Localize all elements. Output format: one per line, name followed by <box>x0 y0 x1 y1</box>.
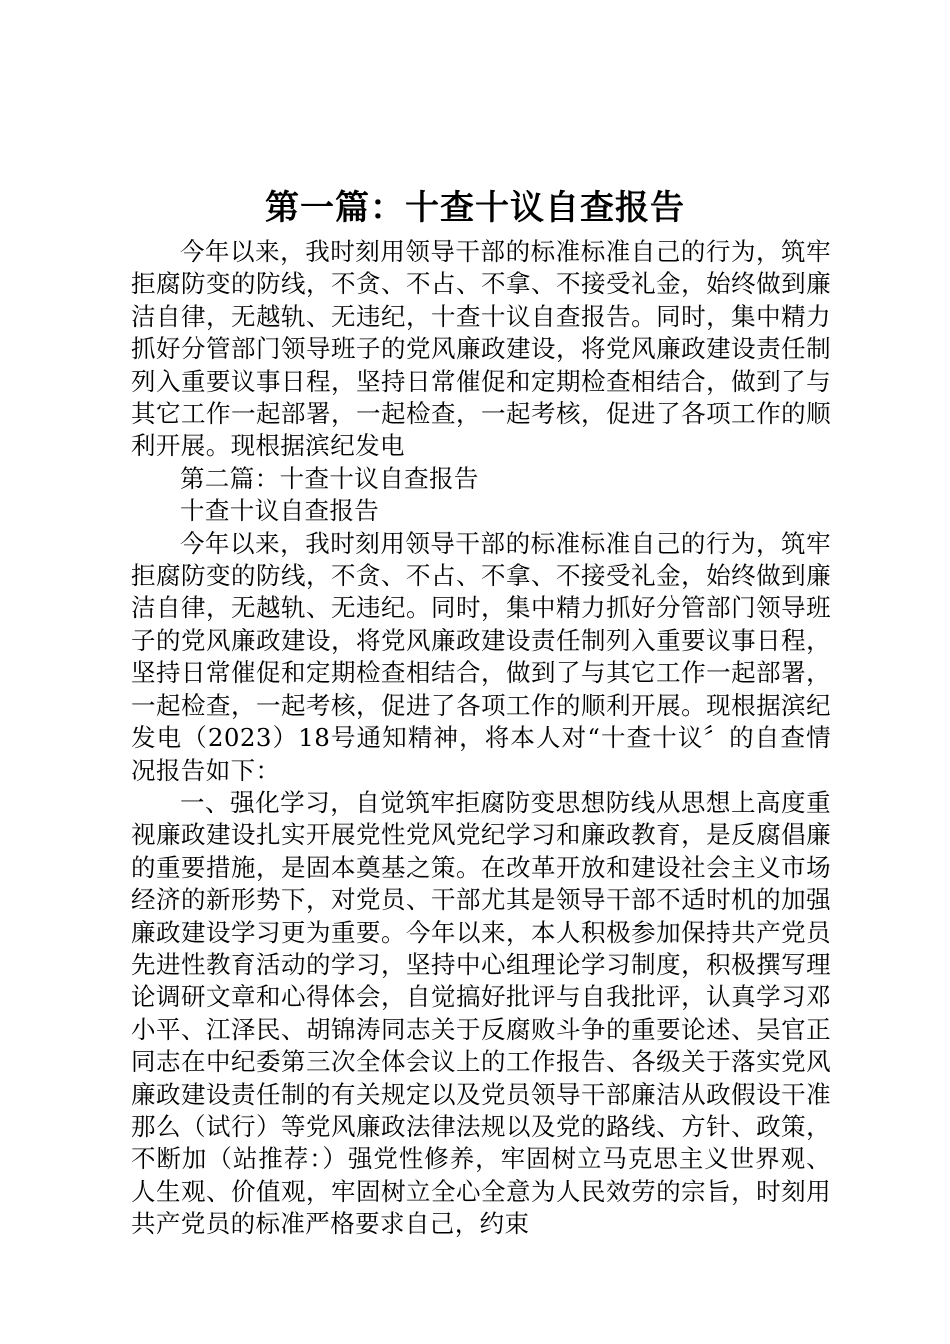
document-title: 第一篇：十查十议自查报告 <box>265 188 685 228</box>
document-body <box>131 236 831 1241</box>
paragraph-report-intro: 今年以来，我时刻用领导干部的标准标准自己的行为，筑牢拒腐防变的防线，不贪、不占、不拿、不接受礼金，始终做到廉洁自律，无越轨、无违纪。同时，集中精力抓好分管部门领导班子的党风廉政建设，将党风廉政建设责任制列入重要议事日程，坚持日常催促和定期检查相结合，做到了与其它工作一起部署，一起检查，一起考核，促进了各项工作的顺利开展。现根据滨纪发电（2023）18号通知精神，将本人对“十查十议〞的自查情况报告如下： <box>131 528 831 785</box>
paragraph-intro: 今年以来，我时刻用领导干部的标准标准自己的行为，筑牢拒腐防变的防线，不贪、不占、不拿、不接受礼金，始终做到廉洁自律，无越轨、无违纪，十查十议自查报告。同时，集中精力抓好分管部门领导班子的党风廉政建设，将党风廉政建设责任制列入重要议事日程，坚持日常催促和定期检查相结合，做到了与其它工作一起部署，一起检查，一起考核，促进了各项工作的顺利开展。现根据滨纪发电 <box>131 237 831 461</box>
paragraph-subtitle: 十查十议自查报告 <box>180 496 380 526</box>
paragraph-second-title: 第二篇：十查十议自查报告 <box>180 463 479 493</box>
paragraph-section-one: 一、强化学习，自觉筑牢拒腐防变思想防线从思想上高度重视廉政建设扎实开展党性党风党纪学习和廉政教育，是反腐倡廉的重要措施，是固本奠基之策。在改革开放和建设社会主义市场经济的新形势下，对党员、干部尤其是领导干部不适时机的加强廉政建设学习更为重要。今年以来，本人积极参加保持共产党员先进性教育活动的学习，坚持中心组理论学习制度，积极撰写理论调研文章和心得体会，自觉搞好批评与自我批评，认真学习邓小平、江泽民、胡锦涛同志关于反腐败斗争的重要论述、吴官正同志在中纪委第三次全体会议上的工作报告、各级关于落实党风廉政建设责任制的有关规定以及党员领导干部廉洁从政假设干准那么（试行）等党风廉政法律法规以及党的路线、方针、政策，不断加（站推荐：）强党性修养，牢固树立马克思主义世界观、人生观、价值观，牢固树立全心全意为人民效劳的宗旨，时刻用共产党员的标准严格要求自己，约束 <box>131 787 831 1239</box>
